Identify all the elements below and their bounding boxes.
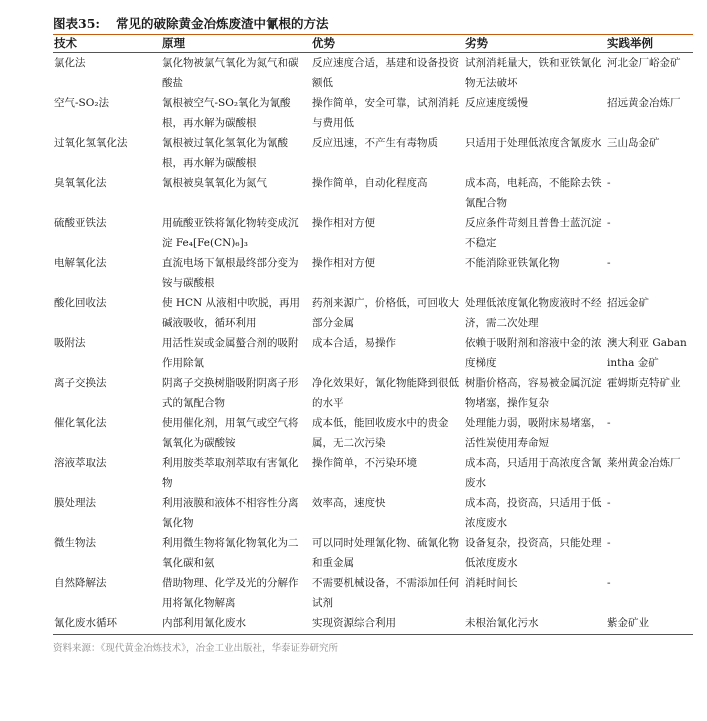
cell-principle: 利用微生物将氰化物氧化为二氧化碳和氨 xyxy=(162,537,299,569)
table-row xyxy=(53,93,693,133)
cell-advantages: 净化效果好，氰化物能降到很低的水平 xyxy=(312,377,459,409)
cell-technology: 催化氧化法 xyxy=(54,417,107,429)
cell-disadvantages: 处理低浓度氰化物废液时不经济，需二次处理 xyxy=(465,297,602,329)
cell-advantages: 不需要机械设备，不需添加任何试剂 xyxy=(312,577,459,609)
cell-technology: 微生物法 xyxy=(54,537,96,549)
cell-technology: 臭氧氧化法 xyxy=(54,177,107,189)
cell-example: - xyxy=(607,177,611,189)
cell-principle: 利用液膜和液体不相容性分离氰化物 xyxy=(162,497,299,529)
header-advantages: 优势 xyxy=(312,36,335,50)
table-row xyxy=(53,413,693,453)
cell-principle: 氰根被空气-SO₂氧化为氰酸根，再水解为碳酸根 xyxy=(162,97,291,129)
cell-principle: 氰根被臭氧氧化为氮气 xyxy=(162,177,267,189)
table-row xyxy=(53,453,693,493)
cell-technology: 氰化废水循环 xyxy=(54,617,117,629)
figure xyxy=(53,14,693,654)
cell-principle: 利用胺类萃取剂萃取有害氰化物 xyxy=(162,457,299,489)
cell-example: 莱州黄金冶炼厂 xyxy=(607,457,681,469)
table-row xyxy=(53,133,693,173)
cell-advantages: 操作简单，自动化程度高 xyxy=(312,177,428,189)
cell-example: - xyxy=(607,577,611,589)
table-row xyxy=(53,213,693,253)
cell-disadvantages: 树脂价格高，容易被金属沉淀物堵塞，操作复杂 xyxy=(465,377,602,409)
cell-example: - xyxy=(607,497,611,509)
cell-principle: 直流电场下氰根最终部分变为铵与碳酸根 xyxy=(162,257,299,289)
header-disadvantages: 劣势 xyxy=(465,36,488,50)
cell-disadvantages: 设备复杂，投资高，只能处理低浓度废水 xyxy=(465,537,602,569)
header-examples: 实践举例 xyxy=(607,36,653,50)
cell-advantages: 操作相对方便 xyxy=(312,257,375,269)
table-body xyxy=(53,53,693,634)
source-note: 资料来源：《现代黄金冶炼技术》，冶金工业出版社，华泰证券研究所 xyxy=(53,642,339,654)
figure-title-text: 常见的破除黄金冶炼废渣中氰根的方法 xyxy=(116,16,329,31)
cell-disadvantages: 成本高，只适用于高浓度含氰废水 xyxy=(465,457,602,489)
table-row xyxy=(53,293,693,333)
cell-technology: 离子交换法 xyxy=(54,377,107,389)
table-row xyxy=(53,333,693,373)
cell-technology: 氯化法 xyxy=(54,57,86,69)
cell-disadvantages: 反应速度缓慢 xyxy=(465,97,528,109)
cell-advantages: 实现资源综合利用 xyxy=(312,617,396,629)
cell-disadvantages: 未根治氰化污水 xyxy=(465,617,539,629)
cell-example: 招远金矿 xyxy=(607,297,649,309)
cell-example: 澳大利亚 Gabanintha 金矿 xyxy=(607,337,687,369)
cell-technology: 酸化回收法 xyxy=(54,297,107,309)
cell-technology: 过氧化氢氧化法 xyxy=(54,137,128,149)
cell-example: - xyxy=(607,417,611,429)
cell-advantages: 可以同时处理氰化物、硫氰化物和重金属 xyxy=(312,537,459,569)
cell-technology: 吸附法 xyxy=(54,337,86,349)
cell-example: 霍姆斯克特矿业 xyxy=(607,377,681,389)
cell-example: 河北金厂峪金矿 xyxy=(607,57,681,69)
cell-principle: 使 HCN 从液相中吹脱，再用碱液吸收，循环利用 xyxy=(162,297,301,329)
cell-principle: 使用催化剂，用氧气或空气将氰氧化为碳酸铵 xyxy=(162,417,299,449)
cell-disadvantages: 处理能力弱，吸附床易堵塞，活性炭使用寿命短 xyxy=(465,417,602,449)
header-technology: 技术 xyxy=(54,36,77,50)
table-row xyxy=(53,173,693,213)
cell-advantages: 成本低，能回收废水中的贵金属，无二次污染 xyxy=(312,417,449,449)
cell-technology: 膜处理法 xyxy=(54,497,96,509)
cell-advantages: 成本合适，易操作 xyxy=(312,337,396,349)
cell-disadvantages: 成本高，电耗高，不能除去铁氰配合物 xyxy=(465,177,602,209)
table-row xyxy=(53,573,693,613)
cell-technology: 硫酸亚铁法 xyxy=(54,217,107,229)
cell-example: 紫金矿业 xyxy=(607,617,649,629)
table-row xyxy=(53,533,693,573)
cell-example: - xyxy=(607,257,611,269)
cell-principle: 用硫酸亚铁将氰化物转变成沉淀 Fe₄[Fe(CN)₆]₃ xyxy=(162,217,299,249)
table-row xyxy=(53,493,693,533)
bottom-rule xyxy=(53,634,693,635)
table-row xyxy=(53,613,693,634)
cell-principle: 借助物理、化学及光的分解作用将氰化物解离 xyxy=(162,577,299,609)
cell-example: - xyxy=(607,537,611,549)
cell-advantages: 操作相对方便 xyxy=(312,217,375,229)
cell-principle: 用活性炭或金属螯合剂的吸附作用除氰 xyxy=(162,337,299,369)
cell-advantages: 反应迅速，不产生有毒物质 xyxy=(312,137,438,149)
cell-advantages: 效率高，速度快 xyxy=(312,497,386,509)
methods-table xyxy=(53,35,693,634)
cell-advantages: 反应速度合适，基建和设备投资额低 xyxy=(312,57,459,89)
table-row xyxy=(53,373,693,413)
figure-label: 图表35: xyxy=(53,16,101,31)
cell-disadvantages: 只适用于处理低浓度含氰废水 xyxy=(465,137,602,149)
cell-principle: 内部利用氰化废水 xyxy=(162,617,246,629)
cell-advantages: 操作简单，不污染环境 xyxy=(312,457,417,469)
cell-disadvantages: 消耗时间长 xyxy=(465,577,518,589)
header-principle: 原理 xyxy=(162,36,185,50)
cell-technology: 溶液萃取法 xyxy=(54,457,107,469)
cell-disadvantages: 不能消除亚铁氰化物 xyxy=(465,257,560,269)
cell-advantages: 药剂来源广，价格低，可回收大部分金属 xyxy=(312,297,459,329)
cell-principle: 阴离子交换树脂吸附阴离子形式的氰配合物 xyxy=(162,377,299,409)
cell-disadvantages: 依赖于吸附剂和溶液中金的浓度梯度 xyxy=(465,337,602,369)
table-row xyxy=(53,53,693,93)
cell-example: 三山岛金矿 xyxy=(607,137,660,149)
cell-principle: 氰根被过氧化氢氧化为氰酸根，再水解为碳酸根 xyxy=(162,137,288,169)
cell-disadvantages: 成本高，投资高，只适用于低浓度废水 xyxy=(465,497,602,529)
table-header-row xyxy=(53,35,693,53)
cell-technology: 电解氧化法 xyxy=(54,257,107,269)
cell-example: 招远黄金冶炼厂 xyxy=(607,97,681,109)
cell-disadvantages: 反应条件苛刻且普鲁士蓝沉淀不稳定 xyxy=(465,217,602,249)
table-row xyxy=(53,253,693,293)
figure-title xyxy=(53,14,693,34)
cell-principle: 氯化物被氯气氧化为氮气和碳酸盐 xyxy=(162,57,299,89)
cell-technology: 自然降解法 xyxy=(54,577,107,589)
cell-disadvantages: 试剂消耗量大，铁和亚铁氰化物无法破坏 xyxy=(465,57,602,89)
cell-advantages: 操作简单，安全可靠，试剂消耗与费用低 xyxy=(312,97,459,129)
cell-example: - xyxy=(607,217,611,229)
cell-technology: 空气-SO₂法 xyxy=(54,97,110,109)
